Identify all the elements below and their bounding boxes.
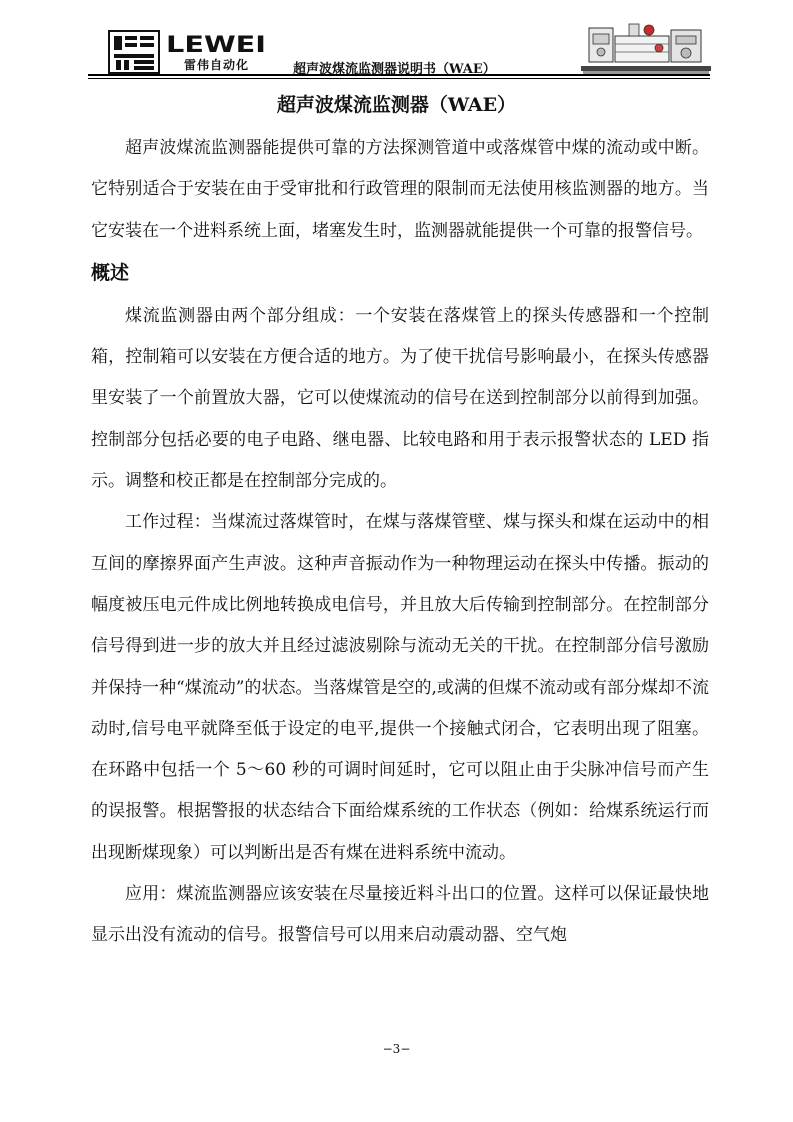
coal-flow-monitor-machine-icon bbox=[581, 20, 711, 76]
header-divider bbox=[88, 74, 710, 76]
document-body bbox=[91, 128, 709, 957]
paragraph-working-process: 工作过程：当煤流过落煤管时，在煤与落煤管壁、煤与探头和煤在运动中的相互间的摩擦界面产生声波。这种声音振动作为一种物理运动在探头中传播。振动的幅度被压电元件成比例地转换成电信号，并且放大后传输到控制部分。在控制部分信号得到进一步的放大并且经过滤波剔除与流动无关的干扰。在控制部分信号激励并保持一种“煤流动”的状态。当落煤管是空的,或满的但煤不流动或有部分煤却不流动时,信号电平就降至低于设定的电平,提供一个接触式闭合，它表明出现了阻塞。在环路中包括一个 5～60 秒的可调时间延时，它可以阻止由于尖脉冲信号而产生的误报警。根据警报的状态结合下面给煤系统的工作状态（例如：给煤系统运行而出现断煤现象）可以判断出是否有煤在进料系统中流动。 bbox=[91, 512, 709, 863]
section-heading-overview: 概述 bbox=[91, 261, 130, 284]
page-number: −3− bbox=[382, 1042, 411, 1056]
paragraph-application: 应用：煤流监测器应该安装在尽量接近料斗出口的位置。这样可以保证最快地显示出没有流动的信号。报警信号可以用来启动震动器、空气炮 bbox=[91, 884, 709, 946]
page-header bbox=[88, 20, 710, 80]
intro-paragraph: 超声波煤流监测器能提供可靠的方法探测管道中或落煤管中煤的流动或中断。它特别适合于安装在由于受审批和行政管理的限制而无法使用核监测器的地方。当它安装在一个进料系统上面，堵塞发生时，监测器就能提供一个可靠的报警信号。 bbox=[91, 138, 709, 241]
logo-wordmark bbox=[166, 34, 266, 54]
paragraph-components: 煤流监测器由两个部分组成：一个安装在落煤管上的探头传感器和一个控制箱，控制箱可以安装在方便合适的地方。为了使干扰信号影响最小，在探头传感器里安装了一个前置放大器，它可以使煤流动的信号在送到控制部分以前得到加强。控制部分包括必要的电子电路、继电器、比较电路和用于表示报警状态的 LED 指示。调整和校正都是在控制部分完成的。 bbox=[91, 305, 709, 492]
header-divider-thin bbox=[88, 78, 710, 79]
header-document-title: 超声波煤流监测器说明书（WAE） bbox=[293, 62, 496, 77]
document-title: 超声波煤流监测器（WAE） bbox=[276, 94, 517, 116]
company-logo-icon bbox=[108, 30, 160, 74]
logo-text: LEWEI bbox=[166, 34, 266, 54]
logo-subtitle: 雷伟自动化 bbox=[184, 58, 250, 72]
